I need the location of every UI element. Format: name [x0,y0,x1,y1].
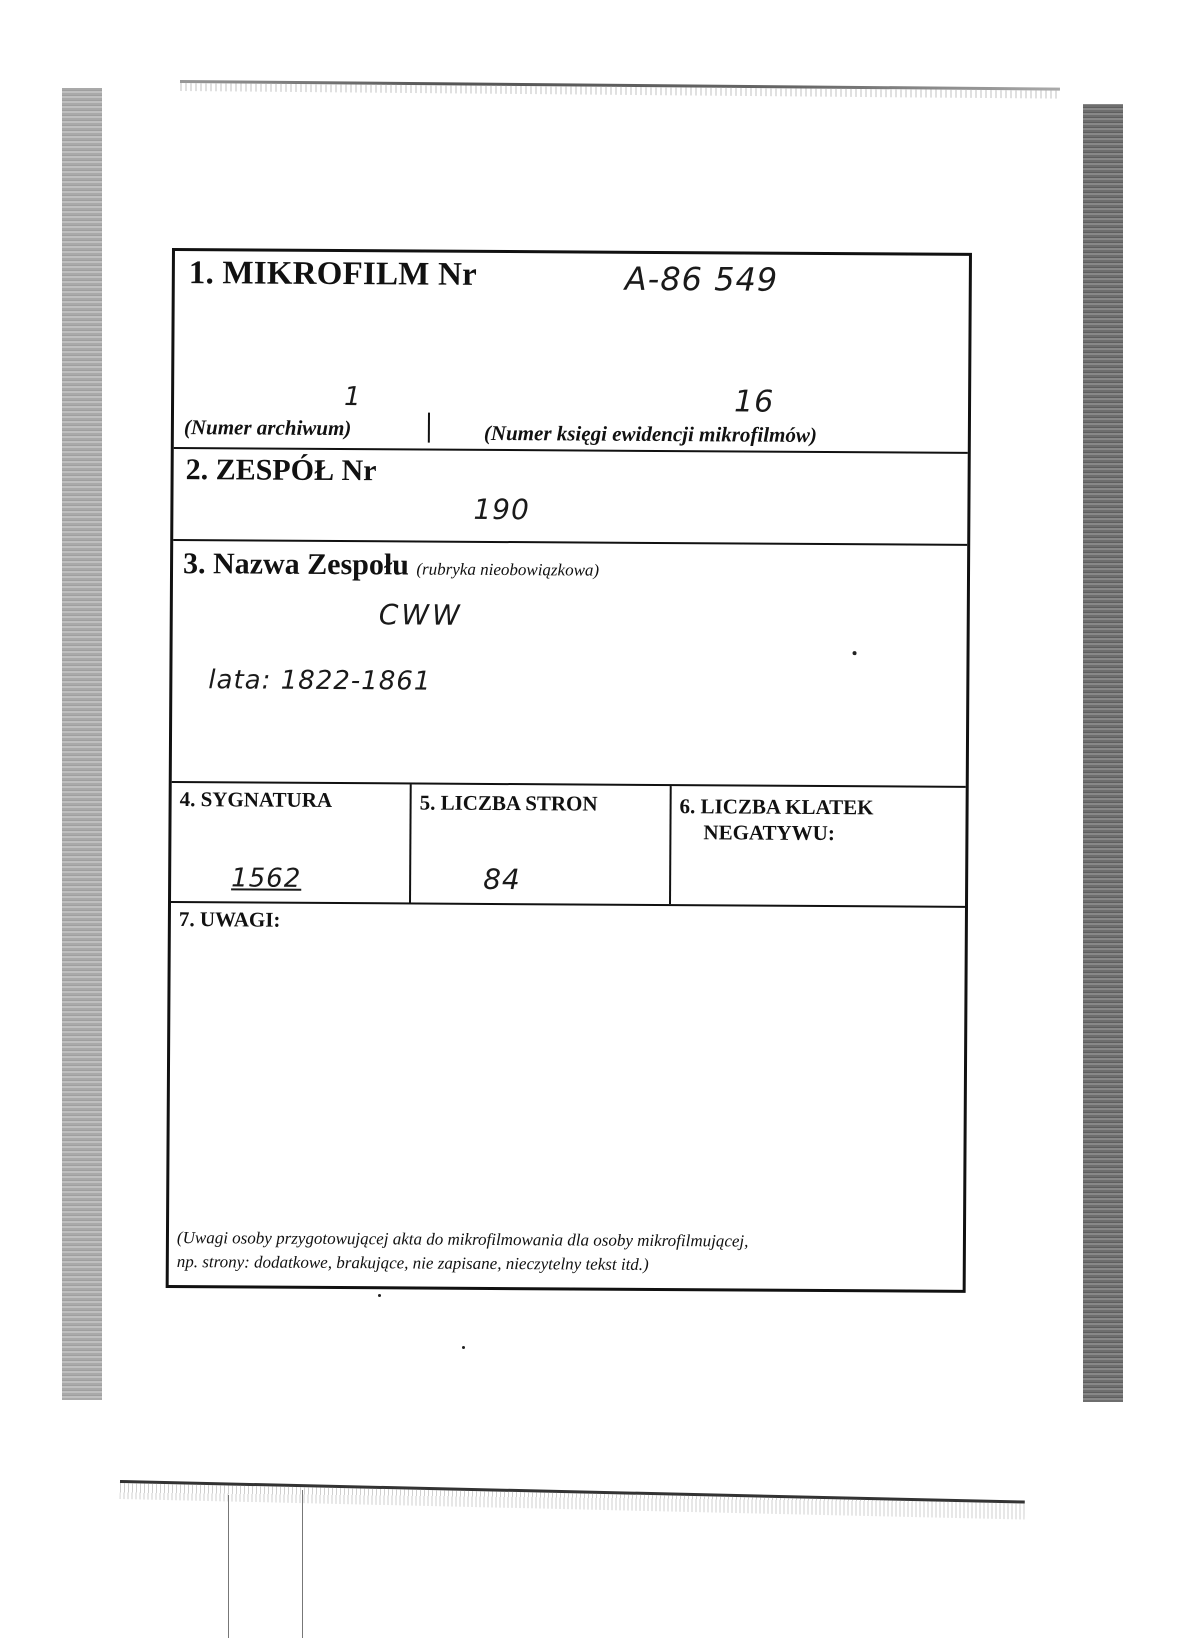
microfilm-number-value: A-86 549 [624,259,779,299]
remarks-footnote-line1: (Uwagi osoby przygotowującej akta do mikrofilmowania dla osoby mikrofilmującej, [176,1228,749,1251]
fonds-name-label-text: 3. Nazwa Zespołu [182,547,410,582]
signature-label: 4. SYGNATURA [179,787,333,812]
remarks-footnote [177,1226,957,1279]
scan-film-edge-left [62,88,102,1400]
scan-artifact-line [228,1495,229,1638]
negative-frames-cell [671,786,966,906]
section-fonds-name [172,541,967,788]
page-count-cell [411,784,672,904]
scan-speck [853,651,857,655]
remarks-label: 7. UWAGI: [178,907,281,932]
scan-page-edge-top [180,80,1060,91]
page-count-value: 84 [483,862,521,897]
scan-film-edge-right [1083,104,1123,1402]
negative-frames-label-line1: 6. LICZBA KLATEK [679,794,874,820]
fonds-number-label: 2. ZESPÓŁ Nr [185,453,377,488]
signature-value: 1562 [231,863,302,894]
fonds-number-value: 190 [473,492,530,527]
microfilm-record-form [166,248,972,1293]
fonds-name-label [183,547,599,584]
section-signature-pages-frames [171,783,966,908]
page-count-label: 5. LICZBA STRON [419,790,598,816]
archive-number-value: 1 [344,382,362,413]
scan-page-edge-bottom [120,1480,1025,1504]
optional-field-note: (rubryka nieobowiązkowa) [416,559,600,580]
register-number-value: 16 [733,384,775,420]
scan-speck [462,1346,465,1349]
signature-cell [171,783,412,902]
scan-speck [378,1294,381,1297]
sub-divider [428,413,430,443]
negative-frames-label-line2: NEGATYWU: [703,820,835,846]
section-fonds-number [173,449,968,546]
remarks-footnote-line2: np. strony: dodatkowe, brakujące, nie zapisane, nieczytelny tekst itd.) [176,1252,649,1274]
section-microfilm-number [174,251,969,454]
fonds-date-range: lata: 1822-1861 [208,665,432,697]
scan-artifact-line [302,1490,303,1638]
archive-number-label: (Numer archiwum) [183,415,352,441]
microfilm-number-label: 1. MIKROFILM Nr [188,255,477,293]
section-remarks [169,903,965,1293]
register-number-label: (Numer księgi ewidencji mikrofilmów) [483,420,818,447]
fonds-name-value: CWW [378,598,463,632]
